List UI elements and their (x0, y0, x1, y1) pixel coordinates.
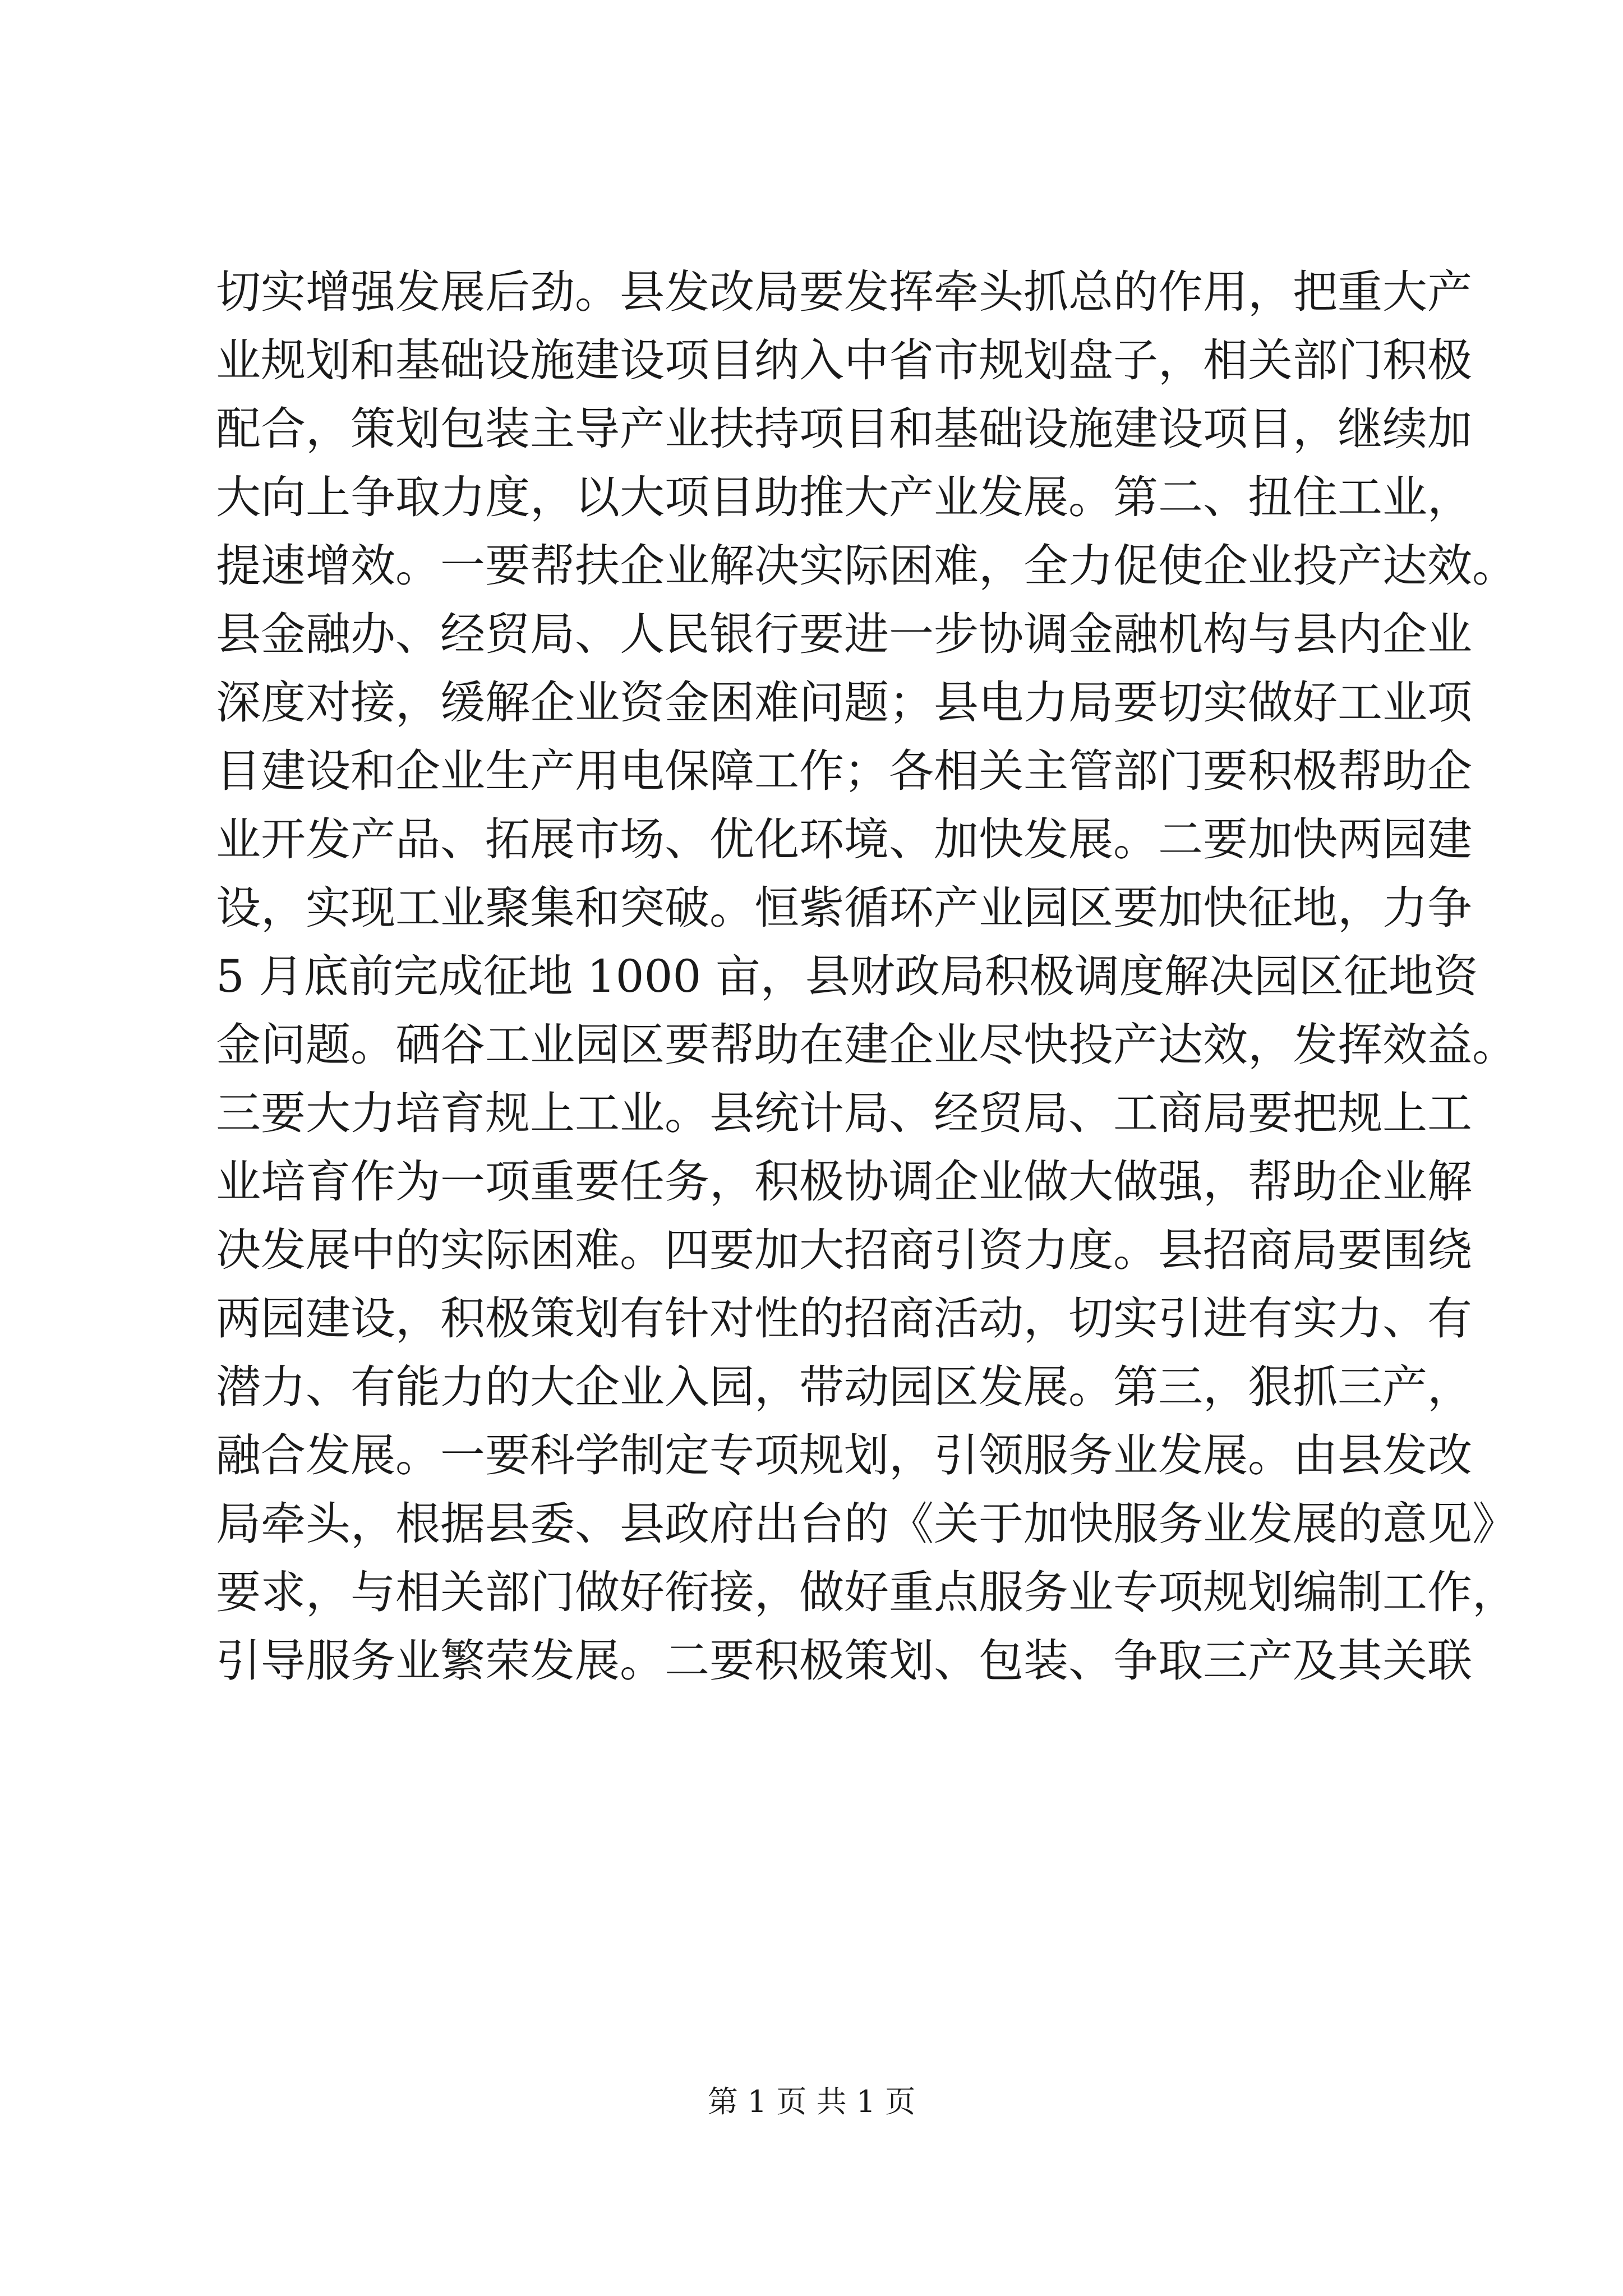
text-line: 业培育作为一项重要任务，积极协调企业做大做强，帮助企业解 (216, 1156, 1472, 1208)
text-line: 潜力、有能力的大企业入园，带动园区发展。第三，狠抓三产， (216, 1361, 1472, 1413)
text-line: 提速增效。一要帮扶企业解决实际困难，全力促使企业投产达效。 (216, 540, 1517, 592)
text-line: 业开发产品、拓展市场、优化环境、加快发展。二要加快两园建 (216, 813, 1472, 866)
text-line: 三要大力培育规上工业。县统计局、经贸局、工商局要把规上工 (216, 1087, 1472, 1139)
text-line: 县金融办、经贸局、人民银行要进一步协调金融机构与县内企业 (216, 608, 1472, 660)
text-line: 融合发展。一要科学制定专项规划，引领服务业发展。由县发改 (216, 1429, 1472, 1481)
page-footer (0, 2082, 1623, 2122)
text-line: 5 月底前完成征地 1000 亩，县财政局积极调度解决园区征地资 (216, 950, 1478, 1002)
text-line: 要求，与相关部门做好衔接，做好重点服务业专项规划编制工作， (216, 1566, 1517, 1618)
text-line: 大向上争取力度，以大项目助推大产业发展。第二、扭住工业， (216, 471, 1472, 523)
text-line: 两园建设，积极策划有针对性的招商活动，切实引进有实力、有 (216, 1292, 1472, 1345)
text-line: 设，实现工业聚集和突破。恒紫循环产业园区要加快征地，力争 (216, 882, 1472, 934)
text-line: 局牵头，根据县委、县政府出台的《关于加快服务业发展的意见》 (216, 1498, 1517, 1550)
text-line: 深度对接，缓解企业资金困难问题；县电力局要切实做好工业项 (216, 677, 1472, 729)
text-line: 目建设和企业生产用电保障工作；各相关主管部门要积极帮助企 (216, 745, 1472, 797)
text-line: 业规划和基础设施建设项目纳入中省市规划盘子，相关部门积极 (216, 334, 1472, 386)
text-line: 引导服务业繁荣发展。二要积极策划、包装、争取三产及其关联 (216, 1635, 1472, 1687)
text-line: 配合，策划包装主导产业扶持项目和基础设施建设项目，继续加 (216, 403, 1472, 455)
text-line: 金问题。硒谷工业园区要帮助在建企业尽快投产达效，发挥效益。 (216, 1019, 1517, 1071)
text-line: 决发展中的实际困难。四要加大招商引资力度。县招商局要围绕 (216, 1224, 1472, 1276)
text-line: 切实增强发展后劲。县发改局要发挥牵头抓总的作用，把重大产 (216, 266, 1472, 318)
page-number-label: 第 1 页 共 1 页 (707, 2084, 916, 2119)
body-text (216, 258, 1517, 1695)
